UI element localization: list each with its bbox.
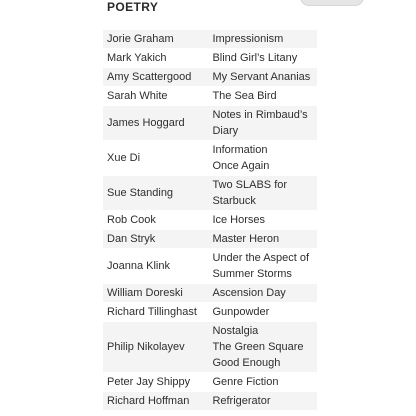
author-name: Richard Hoffman xyxy=(103,392,207,411)
poem-titles xyxy=(207,322,317,373)
poem-title[interactable]: Nostalgia xyxy=(212,325,259,337)
poem-title[interactable]: My Servant Ananias xyxy=(212,71,311,83)
author-name: Xue Di xyxy=(103,141,207,176)
section-title: POETRY xyxy=(107,0,159,14)
poem-title[interactable]: Two SLABS for Starbuck xyxy=(212,179,288,207)
poem-titles xyxy=(207,49,317,68)
poem-titles xyxy=(207,30,317,49)
table-row xyxy=(103,30,317,49)
table-row xyxy=(103,176,317,211)
table-row xyxy=(103,106,317,141)
poem-title[interactable]: Good Enough xyxy=(212,357,281,369)
author-name: Philip Nikolayev xyxy=(103,322,207,373)
poem-titles xyxy=(207,87,317,106)
table-row xyxy=(103,49,317,68)
poem-title[interactable]: Ascension Day xyxy=(212,287,286,299)
table-row xyxy=(103,322,317,373)
poem-titles xyxy=(207,392,317,411)
poetry-table xyxy=(103,30,317,411)
author-name: Dan Stryk xyxy=(103,230,207,249)
top-button[interactable] xyxy=(300,0,364,6)
poem-title[interactable]: The Green Square xyxy=(212,341,304,353)
poem-title[interactable]: Under the Aspect of Summer Storms xyxy=(212,252,310,280)
author-name: Sue Standing xyxy=(103,176,207,211)
author-name: Rob Cook xyxy=(103,211,207,230)
poem-title[interactable]: Impressionism xyxy=(212,33,284,45)
table-row xyxy=(103,87,317,106)
poem-title[interactable]: Master Heron xyxy=(212,233,280,245)
poem-title[interactable]: Notes in Rimbaud’s Diary xyxy=(212,109,308,137)
poem-titles xyxy=(207,68,317,87)
poem-title[interactable]: The Sea Bird xyxy=(212,90,277,102)
poem-titles xyxy=(207,284,317,303)
table-row xyxy=(103,249,317,284)
author-name: William Doreski xyxy=(103,284,207,303)
poem-titles xyxy=(207,249,317,284)
table-row xyxy=(103,68,317,87)
table-row xyxy=(103,211,317,230)
author-name: Joanna Klink xyxy=(103,249,207,284)
poem-titles xyxy=(207,106,317,141)
table-row xyxy=(103,141,317,176)
poem-titles xyxy=(207,211,317,230)
poem-title[interactable]: Gunpowder xyxy=(212,306,270,318)
poem-titles xyxy=(207,303,317,322)
poem-title[interactable]: Genre Fiction xyxy=(212,376,279,388)
poem-titles xyxy=(207,373,317,392)
poem-title[interactable]: Ice Horses xyxy=(212,214,266,226)
author-name: Mark Yakich xyxy=(103,49,207,68)
poem-titles xyxy=(207,141,317,176)
table-row xyxy=(103,392,317,411)
table-row xyxy=(103,230,317,249)
author-name: Peter Jay Shippy xyxy=(103,373,207,392)
table-row xyxy=(103,284,317,303)
poem-titles xyxy=(207,176,317,211)
author-name: Sarah White xyxy=(103,87,207,106)
poem-title[interactable]: Information xyxy=(212,144,268,156)
poem-title[interactable]: Once Again xyxy=(212,160,270,172)
author-name: Amy Scattergood xyxy=(103,68,207,87)
author-name: Richard Tillinghast xyxy=(103,303,207,322)
author-name: Jorie Graham xyxy=(103,30,207,49)
poem-title[interactable]: Blind Girl’s Litany xyxy=(212,52,298,64)
poem-titles xyxy=(207,230,317,249)
table-row xyxy=(103,373,317,392)
poem-title[interactable]: Refrigerator xyxy=(212,395,271,407)
table-row xyxy=(103,303,317,322)
poetry-table-body xyxy=(103,30,317,411)
author-name: James Hoggard xyxy=(103,106,207,141)
